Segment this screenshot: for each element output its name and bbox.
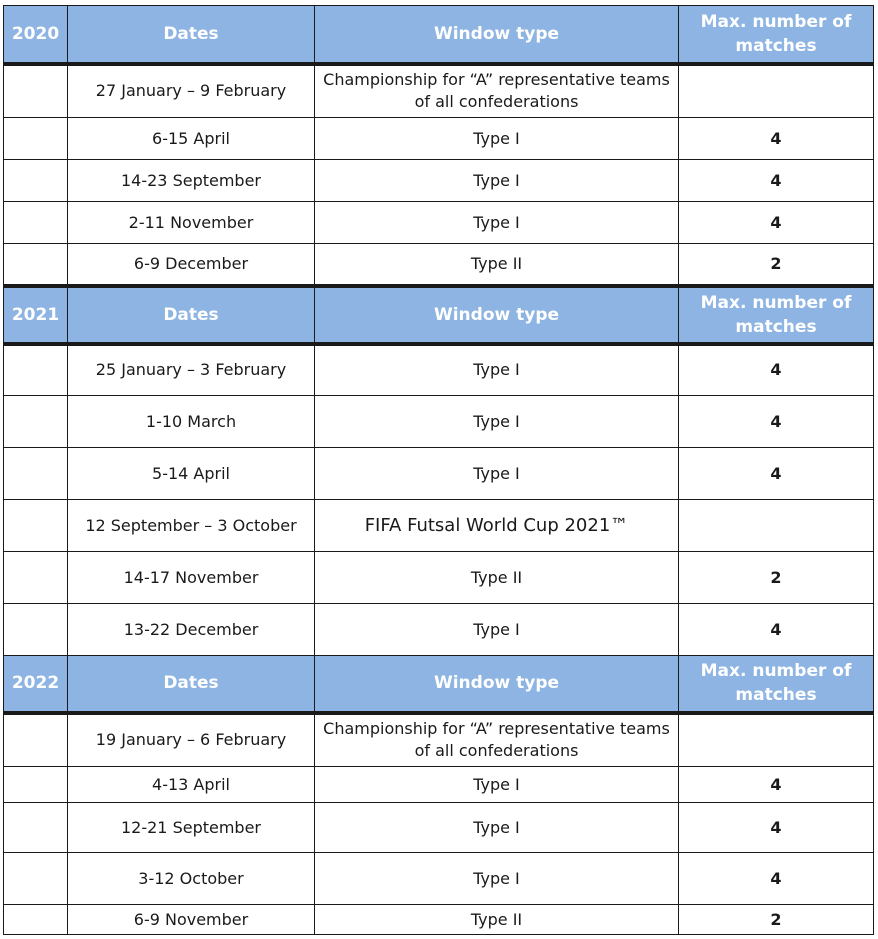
max-matches-cell: 4 — [679, 344, 874, 396]
dates-cell: 14-23 September — [68, 160, 315, 202]
year-spacer-cell — [4, 202, 68, 244]
dates-header: Dates — [68, 656, 315, 713]
header-row-2022 — [4, 656, 874, 713]
year-spacer-cell — [4, 853, 68, 905]
dates-cell: 12 September – 3 October — [68, 500, 315, 552]
year-spacer-cell — [4, 448, 68, 500]
year-spacer-cell — [4, 244, 68, 286]
max-matches-cell — [679, 64, 874, 118]
dates-cell: 14-17 November — [68, 552, 315, 604]
window-type-cell: Type I — [315, 160, 679, 202]
window-type-cell: Type II — [315, 244, 679, 286]
dates-cell: 2-11 November — [68, 202, 315, 244]
header-row-2020 — [4, 6, 874, 64]
table-row — [4, 448, 874, 500]
international-match-calendar-table — [3, 5, 874, 935]
max-matches-cell: 4 — [679, 767, 874, 803]
dates-cell: 13-22 December — [68, 604, 315, 656]
header-row-2021 — [4, 286, 874, 344]
year-spacer-cell — [4, 500, 68, 552]
year-spacer-cell — [4, 767, 68, 803]
window-type-cell: Type I — [315, 396, 679, 448]
dates-cell: 5-14 April — [68, 448, 315, 500]
table-row — [4, 853, 874, 905]
table-row — [4, 64, 874, 118]
table-row — [4, 905, 874, 935]
window-type-cell: Type II — [315, 905, 679, 935]
table-row — [4, 713, 874, 767]
window-type-cell: Type I — [315, 344, 679, 396]
max-matches-cell — [679, 713, 874, 767]
window-type-cell: Type I — [315, 118, 679, 160]
year-cell: 2022 — [4, 656, 68, 713]
year-spacer-cell — [4, 118, 68, 160]
dates-cell: 6-9 December — [68, 244, 315, 286]
max-matches-cell — [679, 500, 874, 552]
max-matches-header: Max. number of matches — [679, 656, 874, 713]
max-matches-cell: 2 — [679, 905, 874, 935]
window-type-cell: Type I — [315, 604, 679, 656]
max-matches-header: Max. number of matches — [679, 286, 874, 344]
window-type-cell: Type II — [315, 552, 679, 604]
year-spacer-cell — [4, 905, 68, 935]
dates-header: Dates — [68, 6, 315, 64]
table-row — [4, 552, 874, 604]
max-matches-cell: 4 — [679, 604, 874, 656]
dates-header: Dates — [68, 286, 315, 344]
window-type-cell: FIFA Futsal World Cup 2021™ — [315, 500, 679, 552]
dates-cell: 3-12 October — [68, 853, 315, 905]
dates-cell: 25 January – 3 February — [68, 344, 315, 396]
dates-cell: 27 January – 9 February — [68, 64, 315, 118]
table-row — [4, 604, 874, 656]
max-matches-cell: 4 — [679, 448, 874, 500]
year-spacer-cell — [4, 64, 68, 118]
table-row — [4, 244, 874, 286]
year-spacer-cell — [4, 396, 68, 448]
window-type-cell: Type I — [315, 448, 679, 500]
year-spacer-cell — [4, 713, 68, 767]
table-row — [4, 396, 874, 448]
table-row — [4, 118, 874, 160]
max-matches-header: Max. number of matches — [679, 6, 874, 64]
year-cell: 2021 — [4, 286, 68, 344]
max-matches-cell: 4 — [679, 118, 874, 160]
max-matches-cell: 4 — [679, 803, 874, 853]
window-type-cell: Type I — [315, 202, 679, 244]
year-spacer-cell — [4, 344, 68, 396]
table-row — [4, 160, 874, 202]
table-row — [4, 344, 874, 396]
dates-cell: 4-13 April — [68, 767, 315, 803]
dates-cell: 1-10 March — [68, 396, 315, 448]
window-type-cell: Championship for “A” representative teams of all confederations — [315, 64, 679, 118]
dates-cell: 19 January – 6 February — [68, 713, 315, 767]
table-row — [4, 500, 874, 552]
table-row — [4, 767, 874, 803]
max-matches-cell: 4 — [679, 396, 874, 448]
window-type-cell: Type I — [315, 767, 679, 803]
max-matches-cell: 2 — [679, 244, 874, 286]
window-type-cell: Type I — [315, 853, 679, 905]
window-type-header: Window type — [315, 656, 679, 713]
max-matches-cell: 4 — [679, 853, 874, 905]
dates-cell: 12-21 September — [68, 803, 315, 853]
window-type-header: Window type — [315, 286, 679, 344]
window-type-header: Window type — [315, 6, 679, 64]
dates-cell: 6-9 November — [68, 905, 315, 935]
year-spacer-cell — [4, 604, 68, 656]
table-row — [4, 803, 874, 853]
year-cell: 2020 — [4, 6, 68, 64]
max-matches-cell: 4 — [679, 202, 874, 244]
window-type-cell: Type I — [315, 803, 679, 853]
max-matches-cell: 4 — [679, 160, 874, 202]
dates-cell: 6-15 April — [68, 118, 315, 160]
year-spacer-cell — [4, 160, 68, 202]
max-matches-cell: 2 — [679, 552, 874, 604]
table-row — [4, 202, 874, 244]
year-spacer-cell — [4, 552, 68, 604]
year-spacer-cell — [4, 803, 68, 853]
window-type-cell: Championship for “A” representative teams of all confederations — [315, 713, 679, 767]
